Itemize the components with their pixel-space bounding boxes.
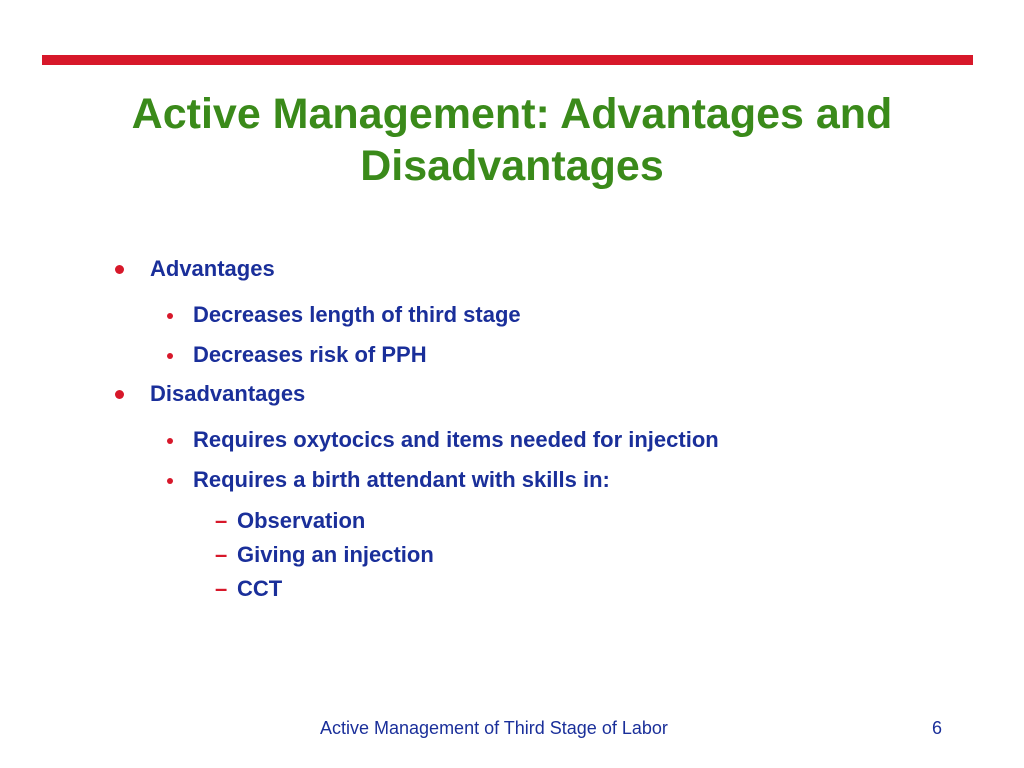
footer-title: Active Management of Third Stage of Labor [320, 718, 668, 738]
list-item: Requires oxytocics and items needed for injection [193, 427, 719, 452]
sub-list-item: Giving an injection [237, 542, 434, 567]
page-number: 6 [931, 718, 942, 738]
dash-bullet-icon: – [215, 576, 228, 601]
title-line-1: Active Management: Advantages and [131, 90, 893, 138]
bullet-dot-icon [167, 438, 173, 444]
dash-bullet-icon: – [215, 508, 228, 533]
bullet-dot-icon [167, 478, 173, 484]
list-item: Decreases length of third stage [193, 302, 521, 327]
title-line-2: Disadvantages [360, 142, 664, 190]
section-heading-advantages: Advantages [150, 256, 275, 281]
section-heading-disadvantages: Disadvantages [150, 381, 306, 406]
bullet-dot-icon [115, 265, 124, 274]
dash-bullet-icon: – [215, 542, 228, 567]
bullet-dot-icon [167, 353, 173, 359]
list-item: Requires a birth attendant with skills in: [193, 467, 610, 492]
list-item: Decreases risk of PPH [193, 342, 427, 367]
sub-list-item: Observation [237, 508, 366, 533]
bullet-dot-icon [115, 390, 124, 399]
bullet-dot-icon [167, 313, 173, 319]
sub-list-item: CCT [237, 576, 283, 601]
